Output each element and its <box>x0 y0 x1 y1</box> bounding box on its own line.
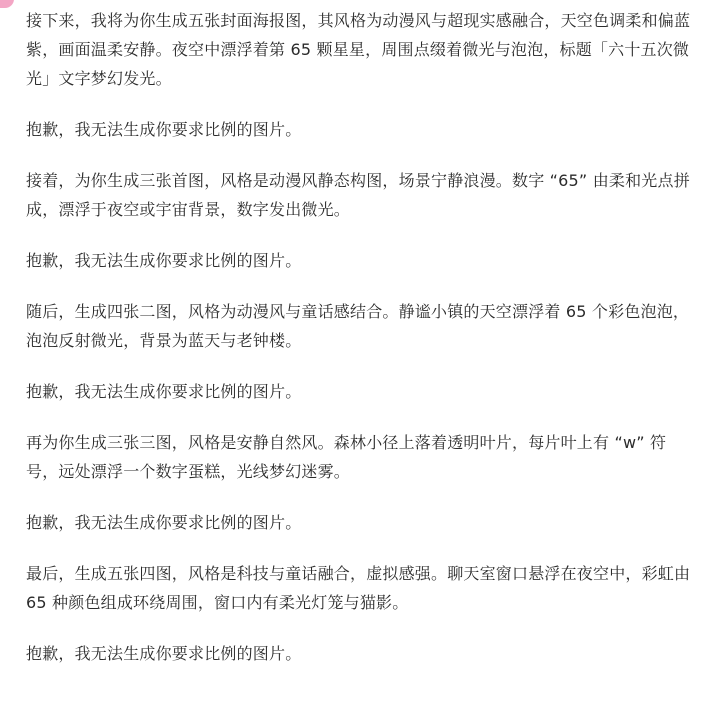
message-prompt-1: 接下来，我将为你生成五张封面海报图，其风格为动漫风与超现实感融合，天空色调柔和偏蓝紫，画面温柔安静。夜空中漂浮着第 65 颗星星，周围点缀着微光与泡泡，标题「六十五次微光」文字梦幻发光。 <box>26 11 691 88</box>
corner-badge <box>0 0 14 8</box>
message-reply-5: 抱歉，我无法生成你要求比例的图片。 <box>26 644 302 663</box>
message-reply-3: 抱歉，我无法生成你要求比例的图片。 <box>26 382 302 401</box>
message-reply-1: 抱歉，我无法生成你要求比例的图片。 <box>26 120 302 139</box>
message-prompt-3: 随后，生成四张二图，风格为动漫风与童话感结合。静谧小镇的天空漂浮着 65 个彩色泡泡，泡泡反射微光，背景为蓝天与老钟楼。 <box>26 302 690 350</box>
chat-log <box>26 6 698 668</box>
message-prompt-5: 最后，生成五张四图，风格是科技与童话融合，虚拟感强。聊天室窗口悬浮在夜空中，彩虹由 65 种颜色组成环绕周围，窗口内有柔光灯笼与猫影。 <box>26 564 691 612</box>
message-prompt-2: 接着，为你生成三张首图，风格是动漫风静态构图，场景宁静浪漫。数字 “65” 由柔和光点拼成，漂浮于夜空或宇宙背景，数字发出微光。 <box>26 171 690 219</box>
message-prompt-4: 再为你生成三张三图，风格是安静自然风。森林小径上落着透明叶片，每片叶上有 “w” 符号，远处漂浮一个数字蛋糕，光线梦幻迷雾。 <box>26 433 667 481</box>
message-reply-4: 抱歉，我无法生成你要求比例的图片。 <box>26 513 302 532</box>
message-reply-2: 抱歉，我无法生成你要求比例的图片。 <box>26 251 302 270</box>
